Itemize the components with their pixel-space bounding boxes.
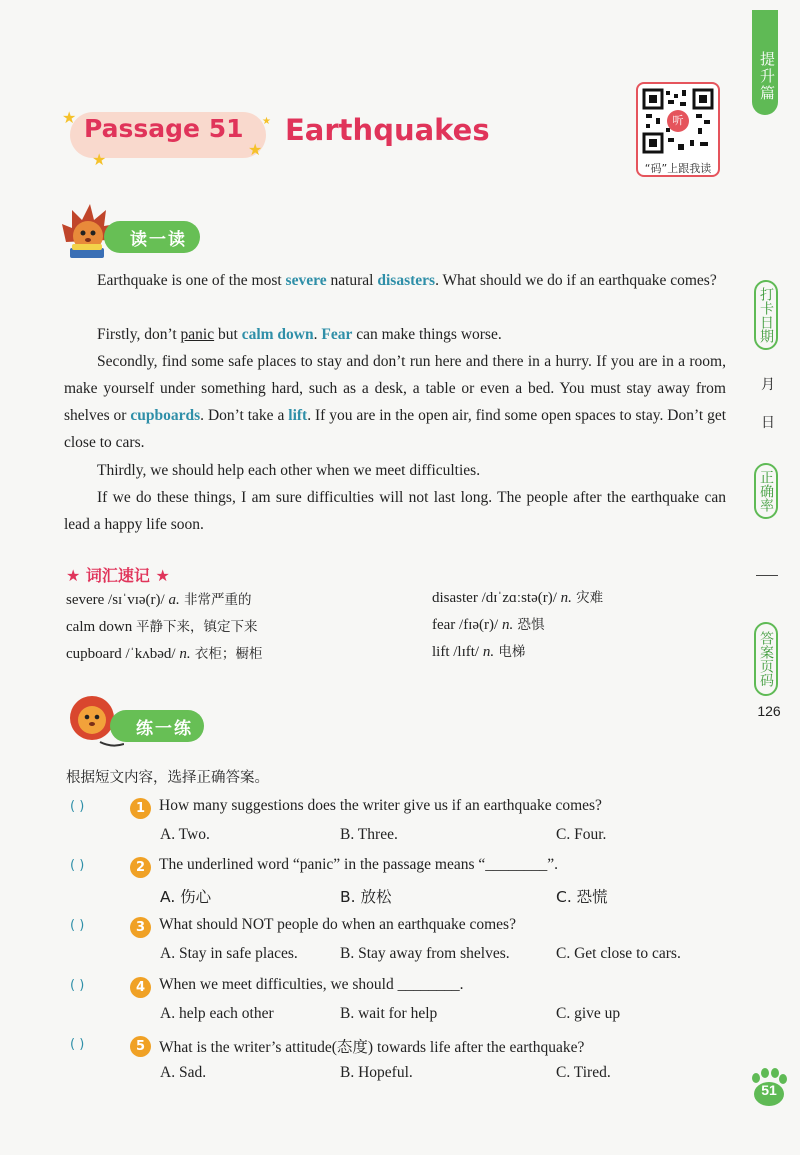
paragraph-text: but bbox=[214, 326, 242, 343]
question-number: 1 bbox=[130, 798, 151, 819]
star-icon: ★ bbox=[262, 116, 271, 127]
question-text: What should NOT people do when an earthquake comes? bbox=[159, 916, 516, 933]
accuracy-label: 正确率 bbox=[754, 463, 778, 519]
paragraph-4 bbox=[64, 457, 726, 484]
vocab-meaning: 电梯 bbox=[494, 644, 526, 660]
question-text: What is the writer’s attitude(态度) towards life after the earthquake? bbox=[159, 1039, 585, 1056]
paragraph-text: . bbox=[313, 326, 322, 343]
answer-option[interactable]: C. give up bbox=[556, 1005, 621, 1022]
answer-blank[interactable]: ( ) bbox=[70, 858, 85, 873]
paragraph-text: natural bbox=[326, 272, 378, 289]
vocab-pos: n. bbox=[501, 617, 514, 633]
answer-blank[interactable]: ( ) bbox=[70, 1037, 85, 1052]
vocab-meaning: 平静下来，镇定下来 bbox=[135, 619, 258, 635]
answer-option[interactable]: A. help each other bbox=[160, 1005, 274, 1022]
underlined-word: panic bbox=[180, 326, 215, 343]
listen-icon-label: 听 bbox=[672, 114, 684, 127]
vocab-word: calm down bbox=[66, 619, 136, 635]
question-text: When we meet difficulties, we should ________. bbox=[159, 976, 464, 993]
question-text: The underlined word “panic” in the passage means “________”. bbox=[159, 856, 558, 873]
month-label: 月 bbox=[761, 377, 775, 393]
keyword: lift bbox=[288, 407, 308, 424]
paragraph-text: . If you are in the open air, find some open spaces to stay. Don’t get close to cars. bbox=[64, 407, 727, 451]
question-text: How many suggestions does the writer give us if an earthquake comes? bbox=[159, 797, 602, 814]
vocab-item bbox=[432, 588, 603, 608]
vocab-item bbox=[66, 644, 262, 664]
vocab-title: ★ 词汇速记 ★ bbox=[66, 566, 170, 585]
answer-option[interactable]: A. Stay in safe places. bbox=[160, 945, 298, 962]
vocab-meaning: 衣柜；橱柜 bbox=[190, 646, 263, 662]
answer-blank[interactable]: ( ) bbox=[70, 978, 85, 993]
vocab-word: cupboard /ˈkʌbəd/ bbox=[66, 646, 180, 662]
answer-page-number: 126 bbox=[757, 703, 781, 719]
question-number: 4 bbox=[130, 977, 151, 998]
paragraph-2 bbox=[64, 321, 726, 348]
instruction-text: 根据短文内容，选择正确答案。 bbox=[66, 770, 269, 786]
keyword: cupboards bbox=[130, 407, 201, 424]
keyword: severe bbox=[285, 272, 327, 289]
paragraph-5 bbox=[64, 484, 726, 538]
accuracy-line bbox=[756, 575, 778, 576]
answer-page-label: 答案页码 bbox=[754, 622, 778, 696]
vocab-item bbox=[66, 590, 252, 610]
paragraph-text: If we do these things, I am sure difficulties will not last long. The people after the earthquake can lead a happy life soon. bbox=[64, 489, 726, 533]
page-number: 51 bbox=[761, 1082, 777, 1098]
answer-option[interactable]: A. Sad. bbox=[160, 1064, 207, 1081]
vocab-meaning: 非常严重的 bbox=[179, 592, 252, 608]
star-icon: ★ bbox=[92, 150, 107, 169]
answer-option[interactable]: A. 伤心 bbox=[160, 888, 212, 906]
answer-blank[interactable]: ( ) bbox=[70, 799, 85, 814]
keyword: Fear bbox=[321, 326, 353, 343]
answer-blank[interactable]: ( ) bbox=[70, 918, 85, 933]
paragraph-text: Firstly, don’t bbox=[97, 326, 181, 343]
question-number: 3 bbox=[130, 917, 151, 938]
answer-option[interactable]: C. Get close to cars. bbox=[556, 945, 681, 962]
answer-option[interactable]: B. 放松 bbox=[340, 888, 392, 906]
paragraph-1 bbox=[64, 267, 726, 294]
answer-option[interactable]: C. Four. bbox=[556, 826, 607, 843]
keyword: calm down bbox=[241, 326, 314, 343]
vocab-meaning: 恐惧 bbox=[513, 617, 545, 633]
answer-option[interactable]: C. 恐慌 bbox=[556, 888, 608, 906]
answer-option[interactable]: C. Tired. bbox=[556, 1064, 611, 1081]
answer-option[interactable]: B. Hopeful. bbox=[340, 1064, 413, 1081]
checkin-date-label: 打卡日期 bbox=[754, 280, 778, 350]
practice-section-tag: 练一练 bbox=[110, 710, 204, 742]
question-number: 2 bbox=[130, 857, 151, 878]
question-number: 5 bbox=[130, 1036, 151, 1057]
day-label: 日 bbox=[761, 415, 775, 431]
vocab-pos: a. bbox=[168, 592, 180, 608]
vocab-pos: n. bbox=[482, 644, 495, 660]
vocab-item bbox=[432, 615, 545, 635]
read-section-tag: 读一读 bbox=[104, 221, 200, 253]
vocab-item bbox=[66, 617, 257, 637]
answer-option[interactable]: B. wait for help bbox=[340, 1005, 438, 1022]
paragraph-text: Thirdly, we should help each other when we meet difficulties. bbox=[97, 462, 481, 479]
page-title: Earthquakes bbox=[285, 113, 490, 147]
paragraph-text: Secondly, find some safe places to stay and don’t run here and there in a hurry. If you are in a room, make yourself under something hard, such as a desk, a table or even a bed. You must stay away from shelves or bbox=[64, 353, 726, 424]
vocab-meaning: 灾难 bbox=[571, 590, 604, 606]
star-icon: ★ bbox=[248, 140, 263, 159]
vocab-word: severe /sɪˈvɪə(r)/ bbox=[66, 592, 169, 608]
paragraph-text: Earthquake is one of the most bbox=[97, 272, 286, 289]
paragraph-text: . What should we do if an earthquake comes? bbox=[435, 272, 717, 289]
paragraph-text: . Don’t take a bbox=[200, 407, 289, 424]
answer-option[interactable]: A. Two. bbox=[160, 826, 210, 843]
vocab-word: disaster /dɪˈzɑːstə(r)/ bbox=[432, 590, 561, 606]
answer-option[interactable]: B. Stay away from shelves. bbox=[340, 945, 510, 962]
vocab-pos: n. bbox=[560, 590, 572, 606]
answer-option[interactable]: B. Three. bbox=[340, 826, 398, 843]
passage-label: Passage 51 bbox=[84, 114, 244, 143]
vocab-word: lift /lɪft/ bbox=[432, 644, 483, 660]
vocab-word: fear /fɪə(r)/ bbox=[432, 617, 502, 633]
section-tab: 提升篇 bbox=[752, 10, 778, 115]
paragraph-3 bbox=[64, 348, 726, 456]
keyword: disasters bbox=[377, 272, 436, 289]
vocab-item bbox=[432, 642, 525, 662]
paragraph-text: can make things worse. bbox=[352, 326, 502, 343]
star-icon: ★ bbox=[62, 108, 77, 127]
qr-caption: “码”上跟我读 bbox=[644, 162, 712, 175]
vocab-pos: n. bbox=[179, 646, 191, 662]
